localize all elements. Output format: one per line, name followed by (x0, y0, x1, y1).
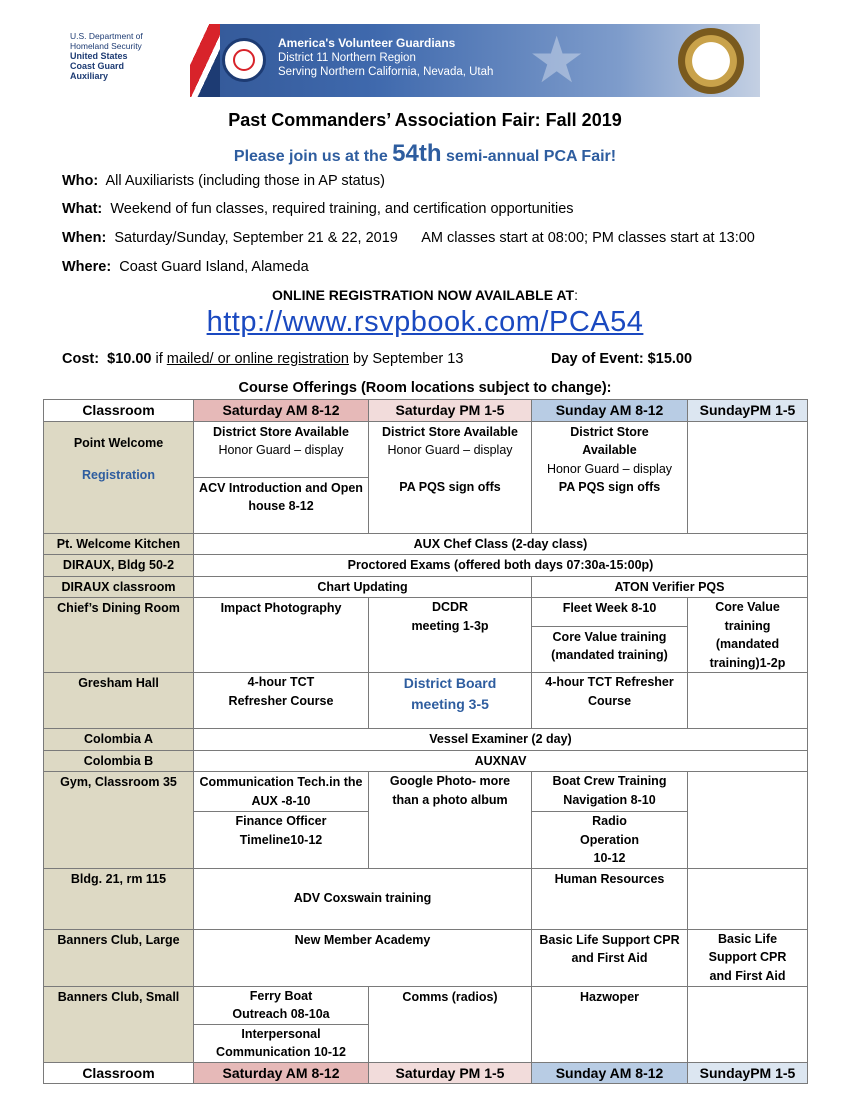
cell: ADV Coxswain training (194, 868, 532, 929)
what-line: What: Weekend of fun classes, required training, and certification opportunities (62, 201, 574, 217)
cell: Communication Tech.in the AUX -8-10 (194, 772, 369, 812)
room-chiefs-dining: Chief’s Dining Room (44, 598, 194, 673)
room-banners-large: Banners Club, Large (44, 929, 194, 986)
cell (688, 772, 808, 869)
cell: AUX Chef Class (2-day class) (194, 533, 808, 555)
cell: New Member Academy (194, 929, 532, 986)
cell: AUXNAV (194, 750, 808, 772)
header-sun-pm: SundayPM 1-5 (688, 400, 808, 422)
cell: Impact Photography (194, 598, 369, 673)
cost-line: Cost: $10.00 if mailed/ or online registration by September 13 (62, 351, 464, 367)
room-point-welcome: Point Welcome Registration (44, 421, 194, 533)
cell: District Store Available Honor Guard – display PA PQS sign offs (369, 421, 532, 533)
table-header-row (44, 400, 808, 422)
room-colombia-b: Colombia B (44, 750, 194, 772)
where-line: Where: Coast Guard Island, Alameda (62, 259, 309, 275)
cell: Comms (radios) (369, 986, 532, 1062)
room-kitchen: Pt. Welcome Kitchen (44, 533, 194, 555)
cell: ACV Introduction and Open house 8-12 (194, 477, 369, 533)
cell: Vessel Examiner (2 day) (194, 729, 808, 751)
cell: Hazwoper (532, 986, 688, 1062)
cell: Finance Officer Timeline10-12 (194, 812, 369, 869)
table-row (44, 421, 808, 477)
table-row (44, 555, 808, 577)
table-row (44, 598, 808, 627)
room-diraux-bldg: DIRAUX, Bldg 50-2 (44, 555, 194, 577)
footer-sat-pm: Saturday PM 1-5 (369, 1062, 532, 1084)
cell: Fleet Week 8-10 (532, 598, 688, 627)
footer-classroom: Classroom (44, 1062, 194, 1084)
page-title: Past Commanders’ Association Fair: Fall 2019 (228, 110, 622, 130)
cell: Basic Life Support CPR and First Aid (688, 929, 808, 986)
cell: District Board meeting 3-5 (369, 673, 532, 729)
cell (688, 868, 808, 929)
cell: Chart Updating (194, 576, 532, 598)
header-banner (58, 24, 760, 97)
table-row (44, 929, 808, 986)
cell: Proctored Exams (offered both days 07:30a-15:00p) (194, 555, 808, 577)
header-classroom: Classroom (44, 400, 194, 422)
room-gym: Gym, Classroom 35 (44, 772, 194, 869)
cell: Boat Crew Training Navigation 8-10 (532, 772, 688, 812)
header-sun-am: Sunday AM 8-12 (532, 400, 688, 422)
cell (688, 673, 808, 729)
cell: Radio Operation 10-12 (532, 812, 688, 869)
cell (688, 421, 808, 533)
online-registration-label: ONLINE REGISTRATION NOW AVAILABLE AT: (272, 287, 578, 303)
table-footer-row (44, 1062, 808, 1084)
table-row (44, 673, 808, 729)
table-row (44, 533, 808, 555)
room-bldg-21: Bldg. 21, rm 115 (44, 868, 194, 929)
cell: District Store Available Honor Guard – display (194, 421, 369, 477)
cell: Human Resources (532, 868, 688, 929)
cell: ATON Verifier PQS (532, 576, 808, 598)
header-sat-pm: Saturday PM 1-5 (369, 400, 532, 422)
room-banners-small: Banners Club, Small (44, 986, 194, 1062)
footer-sun-am: Sunday AM 8-12 (532, 1062, 688, 1084)
racing-stripe-icon (190, 24, 220, 97)
cell: 4-hour TCT Refresher Course (194, 673, 369, 729)
table-row (44, 868, 808, 929)
who-line: Who: All Auxiliarists (including those in AP status) (62, 173, 385, 189)
cell: 4-hour TCT Refresher Course (532, 673, 688, 729)
registration-link[interactable]: http://www.rsvpbook.com/PCA54 (206, 306, 644, 338)
footer-sun-pm: SundayPM 1-5 (688, 1062, 808, 1084)
course-offerings-title: Course Offerings (Room locations subject to change): (238, 380, 612, 396)
cell (688, 986, 808, 1062)
room-gresham-hall: Gresham Hall (44, 673, 194, 729)
star-icon: ★ (528, 24, 586, 96)
cell: Google Photo- more than a photo album (369, 772, 532, 869)
header-sat-am: Saturday AM 8-12 (194, 400, 369, 422)
table-row (44, 576, 808, 598)
dhs-logo-text: U.S. Department of Homeland Security United States Coast Guard Auxiliary (58, 24, 196, 97)
cell: Core Value training (mandated training)1-2p (688, 598, 808, 673)
auxiliary-seal-icon (222, 38, 266, 82)
schedule-table (43, 399, 808, 1084)
cell: Interpersonal Communication 10-12 (194, 1024, 369, 1062)
banner-tagline: America's Volunteer Guardians District 11 Northern Region Serving Northern California, Nevada, Utah (278, 36, 494, 78)
footer-sat-am: Saturday AM 8-12 (194, 1062, 369, 1084)
room-diraux-classroom: DIRAUX classroom (44, 576, 194, 598)
day-of-event-price: Day of Event: $15.00 (551, 351, 693, 367)
when-line: When: Saturday/Sunday, September 21 & 22, 2019 AM classes start at 08:00; PM classes start at 13:00 (62, 230, 755, 246)
table-row (44, 986, 808, 1024)
table-row (44, 750, 808, 772)
cell: District Store Available Honor Guard – display PA PQS sign offs (532, 421, 688, 533)
join-line: Please join us at the 54th semi-annual PCA Fair! (233, 140, 617, 167)
district-seal-icon (678, 28, 744, 94)
table-row (44, 729, 808, 751)
cell: Core Value training (mandated training) (532, 626, 688, 672)
room-colombia-a: Colombia A (44, 729, 194, 751)
cell: Ferry Boat Outreach 08-10a (194, 986, 369, 1024)
cell: DCDR meeting 1-3p (369, 598, 532, 673)
table-row (44, 772, 808, 812)
cell: Basic Life Support CPR and First Aid (532, 929, 688, 986)
